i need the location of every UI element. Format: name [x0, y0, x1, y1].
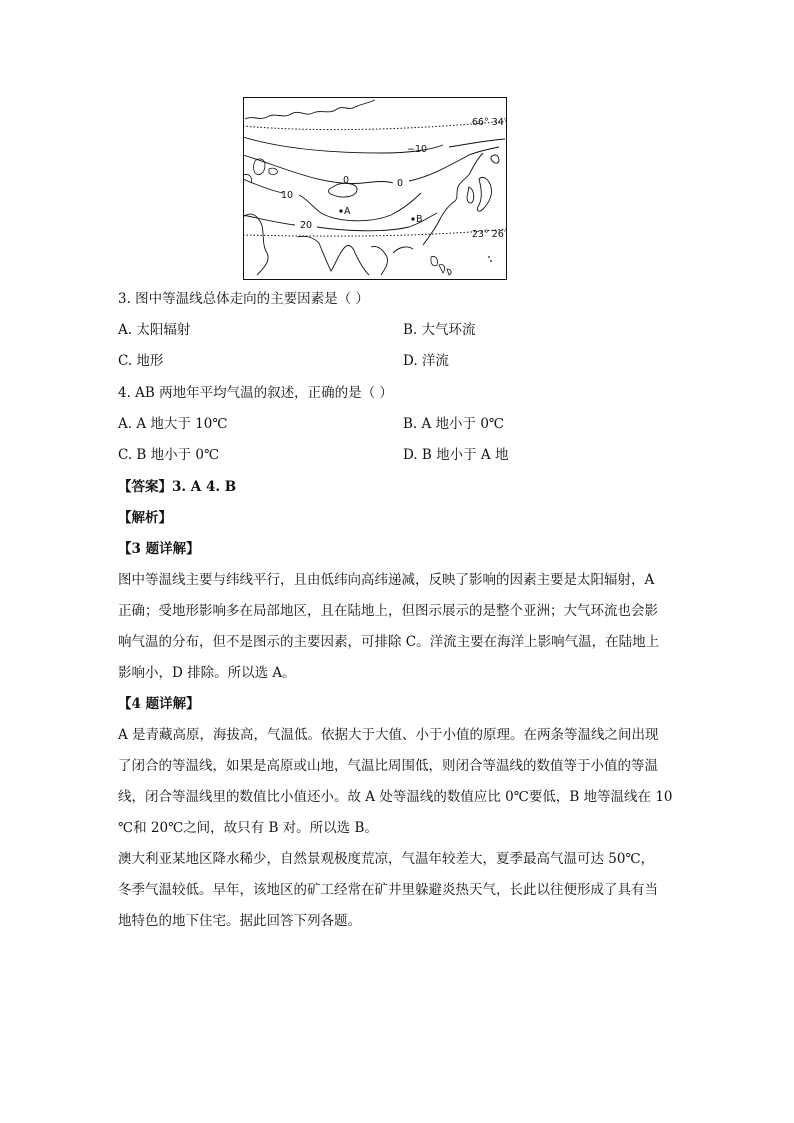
question-3-option-b: B. 大气环流: [403, 322, 476, 338]
question-4-option-b: B. A 地小于 0℃: [403, 416, 505, 432]
passage-line: 地特色的地下住宅。据此回答下列各题。: [118, 913, 361, 929]
passage-line: 冬季气温较低。早年，该地区的矿工经常在矿井里躲避炎热天气，长此以往便形成了具有当: [118, 882, 658, 898]
label-point-b: B: [416, 214, 423, 225]
detail-3-line: 图中等温线主要与纬线平行，且由低纬向高纬递减，反映了影响的因素主要是太阳辐射，A: [118, 572, 655, 588]
detail-4-line: ℃和 20℃之间，故只有 B 对。所以选 B。: [118, 820, 378, 836]
detail-3-line: 影响小，D 排除。所以选 A。: [118, 665, 296, 681]
detail-3-paragraph: [118, 565, 684, 689]
label-point-a: A: [344, 206, 351, 217]
question-4-option-d: D. B 地小于 A 地: [403, 447, 509, 463]
label-isotherm-20: 20: [300, 220, 313, 231]
label-tropic: 23° 26′: [471, 229, 506, 240]
question-3-stem: 3. 图中等温线总体走向的主要因素是（ ）: [118, 291, 369, 307]
detail-3-heading: 【3 题详解】: [118, 541, 200, 557]
passage-line: 澳大利亚某地区降水稀少，自然景观极度荒凉，气温年较差大，夏季最高气温可达 50℃，: [118, 851, 655, 867]
question-3-option-d: D. 洋流: [403, 353, 449, 369]
detail-4-paragraph: [118, 720, 684, 844]
detail-4-line: A 是青藏高原，海拔高，气温低。依据大于大值、小于小值的原理。在两条等温线之间出现: [118, 727, 659, 743]
analysis-heading: 【解析】: [118, 510, 172, 526]
asia-isotherm-map: [243, 97, 507, 280]
question-4-option-c: C. B 地小于 0℃: [118, 447, 220, 463]
point-b-marker: [411, 217, 414, 220]
answer-line: 【答案】3. A 4. B: [118, 479, 237, 495]
label-isotherm-10: 10: [281, 190, 294, 201]
question-4-option-a: A. A 地大于 10℃: [118, 416, 228, 432]
label-isotherm-minus10: −10: [407, 144, 428, 155]
passage-paragraph: [118, 844, 684, 937]
label-arctic-circle: 66° 34′: [471, 117, 506, 128]
label-isotherm-0: 0: [397, 178, 404, 189]
question-3-option-a: A. 太阳辐射: [118, 322, 191, 338]
detail-3-line: 正确；受地形影响多在局部地区，且在陆地上，但图示展示的是整个亚洲；大气环流也会影: [118, 603, 658, 619]
detail-4-line: 了闭合的等温线，如果是高原或山地，气温比周围低，则闭合等温线的数值等于小值的等温: [118, 758, 658, 774]
label-isotherm-0-closed: 0: [343, 175, 350, 186]
point-a-marker: [339, 209, 342, 212]
detail-3-line: 响气温的分布，但不是图示的主要因素，可排除 C。洋流主要在海洋上影响气温，在陆地上: [118, 634, 660, 650]
detail-4-line: 线，闭合等温线里的数值比小值还小。故 A 处等温线的数值应比 0℃要低，B 地等温线在 10: [118, 789, 673, 805]
question-3-option-c: C. 地形: [118, 353, 164, 369]
question-4-stem: 4. AB 两地年平均气温的叙述，正确的是（ ）: [118, 385, 393, 401]
detail-4-heading: 【4 题详解】: [118, 696, 200, 712]
